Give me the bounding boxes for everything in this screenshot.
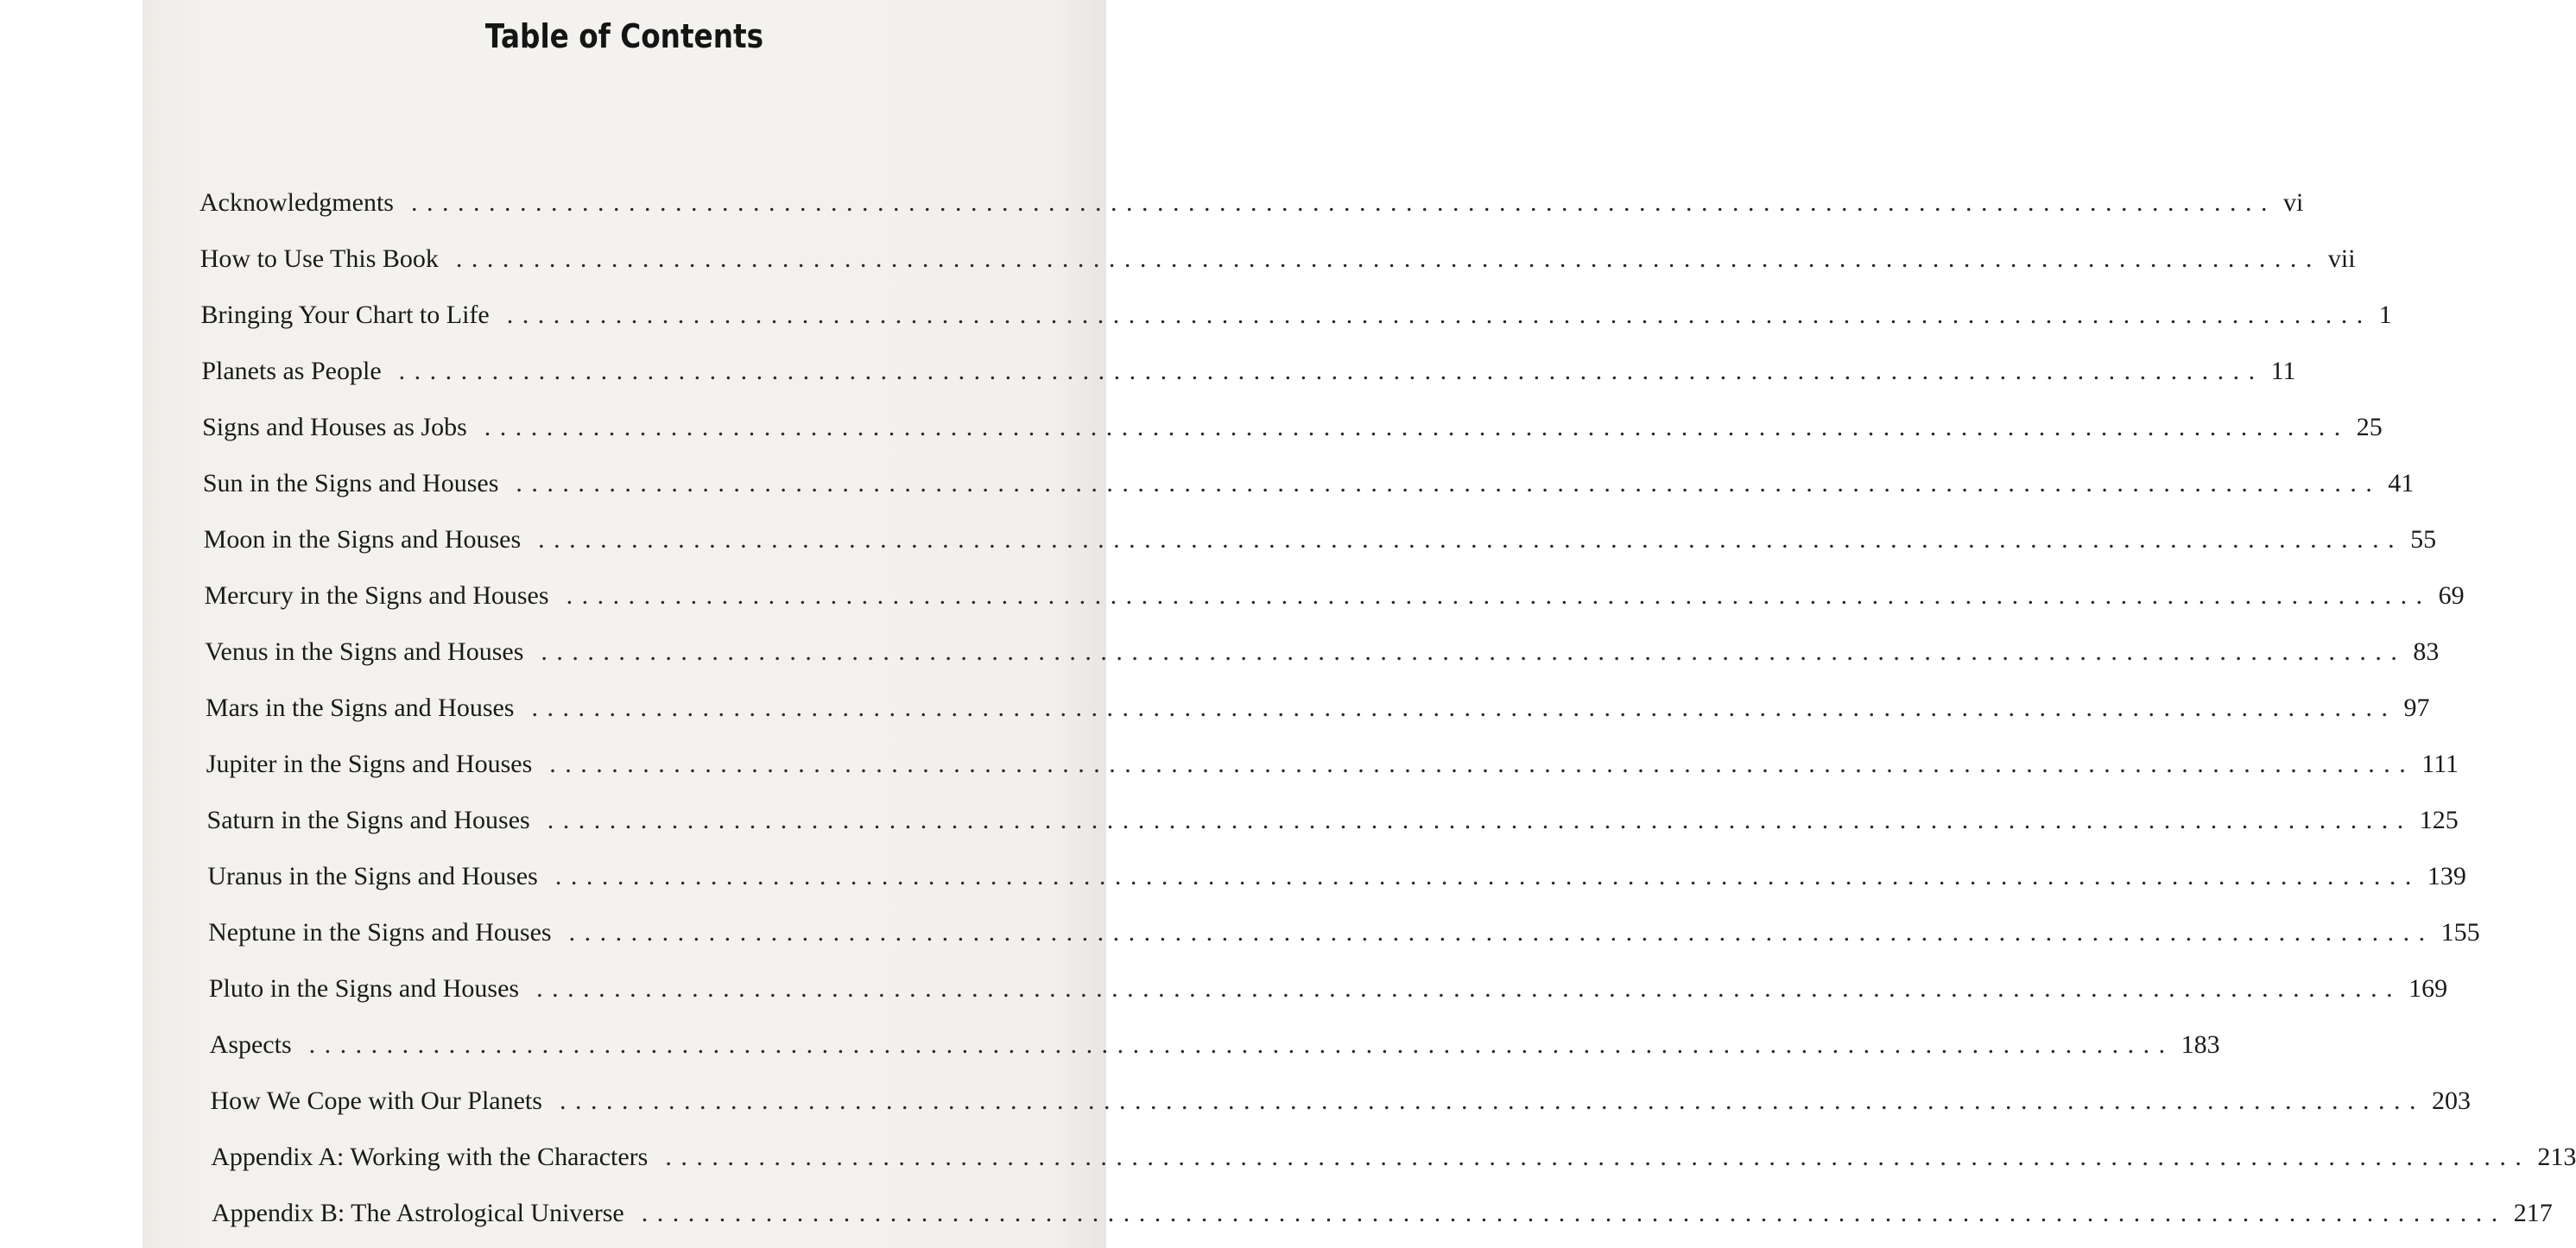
toc-entry-label: Mercury in the Signs and Houses [204,581,549,610]
toc-entry [206,795,2459,846]
toc-entry-label: Neptune in the Signs and Houses [208,918,552,947]
toc-entry-label: Venus in the Signs and Houses [205,637,524,666]
toc-entry-label: Planets as People [201,357,382,385]
toc-entry-page-number: 203 [2431,1086,2471,1115]
dot-leader: ........................................................................................................................ [547,806,2413,834]
toc-entry [205,626,2440,678]
dot-leader: ........................................................................................................................ [536,974,2402,1003]
dot-leader: ........................................................................................................................ [554,862,2421,890]
toc-entry-page-number: 1 [2378,301,2392,329]
toc-entry-label: Saturn in the Signs and Houses [206,806,530,834]
toc-entry-label: How We Cope with Our Planets [210,1086,542,1115]
dot-leader: ........................................................................................................................ [484,413,2350,441]
toc-entry [211,1131,2576,1183]
dot-leader: ........................................................................................................................ [410,188,2276,217]
toc-entry-page-number: 11 [2270,357,2296,385]
toc-entry-label: Pluto in the Signs and Houses [208,974,520,1003]
toc-entry-page-number: vi [2282,188,2304,217]
dot-leader: ........................................................................................................................ [549,750,2415,778]
toc-entry [208,963,2448,1015]
toc-entry-label: Appendix A: Working with the Characters [211,1143,649,1171]
toc-entry [206,738,2459,790]
toc-entry [200,289,2392,341]
toc-entry [210,1075,2471,1127]
toc-entry [202,402,2383,453]
toc-entry-label: Uranus in the Signs and Houses [207,862,538,890]
toc-entry-page-number: 155 [2440,918,2480,947]
dot-leader: ........................................................................................................................ [398,357,2264,385]
toc-entry-page-number: 139 [2427,862,2466,890]
toc-entry [199,177,2304,229]
toc-entry-page-number: 69 [2438,581,2465,610]
toc-entry-page-number: 111 [2421,750,2459,778]
dot-leader: ........................................................................................................................ [566,581,2432,610]
toc-entry-label: Mars in the Signs and Houses [206,694,515,722]
toc-entry-label: Acknowledgments [199,188,394,217]
book-page [142,0,2576,1248]
toc-entry [212,1188,2553,1239]
toc-entry-page-number: 41 [2388,469,2415,497]
toc-entry-label: Appendix B: The Astrological Universe [212,1199,624,1227]
dot-leader: ........................................................................................................................ [559,1086,2425,1115]
toc-entry-label: Sun in the Signs and Houses [202,469,499,497]
toc-entry [203,514,2437,566]
toc-entry [208,907,2480,959]
toc-entry-page-number: vii [2327,244,2356,273]
dot-leader: ........................................................................................................................ [516,469,2382,497]
toc-entry [209,1019,2220,1071]
dot-leader: ........................................................................................................................ [641,1199,2507,1227]
toc-entry-page-number: 169 [2408,974,2448,1003]
page-title: Table of Contents [484,17,764,55]
toc-entry-page-number: 213 [2537,1143,2576,1171]
dot-leader: ........................................................................................................................ [506,301,2372,329]
toc-entry-page-number: 183 [2180,1030,2220,1059]
dot-leader: ........................................................................................................................ [308,1030,2174,1059]
toc-entry-label: Signs and Houses as Jobs [202,413,467,441]
dot-leader: ........................................................................................................................ [538,525,2404,554]
toc-entry-page-number: 97 [2403,694,2430,722]
dot-leader: ........................................................................................................................ [541,637,2407,666]
toc-entry [204,570,2465,622]
toc-entry [201,345,2296,397]
toc-entry-page-number: 25 [2356,413,2383,441]
toc-entry [199,233,2356,285]
dot-leader: ........................................................................................................................ [531,694,2397,722]
toc-entry-page-number: 83 [2413,637,2440,666]
toc-entry-page-number: 125 [2419,806,2459,834]
toc-entry-label: Moon in the Signs and Houses [203,525,522,554]
toc-entry [202,458,2415,510]
dot-leader: ........................................................................................................................ [568,918,2434,947]
dot-leader: ........................................................................................................................ [665,1143,2531,1171]
toc-entry-label: How to Use This Book [199,244,439,273]
toc-entry-label: Bringing Your Chart to Life [200,301,490,329]
toc-entry [207,851,2466,903]
toc-entry-label: Jupiter in the Signs and Houses [206,750,533,778]
toc-entry-page-number: 217 [2513,1199,2553,1227]
toc-entry-page-number: 55 [2410,525,2437,554]
dot-leader: ........................................................................................................................ [455,244,2321,273]
toc-entry-label: Aspects [209,1030,292,1059]
toc-entry [206,682,2430,734]
